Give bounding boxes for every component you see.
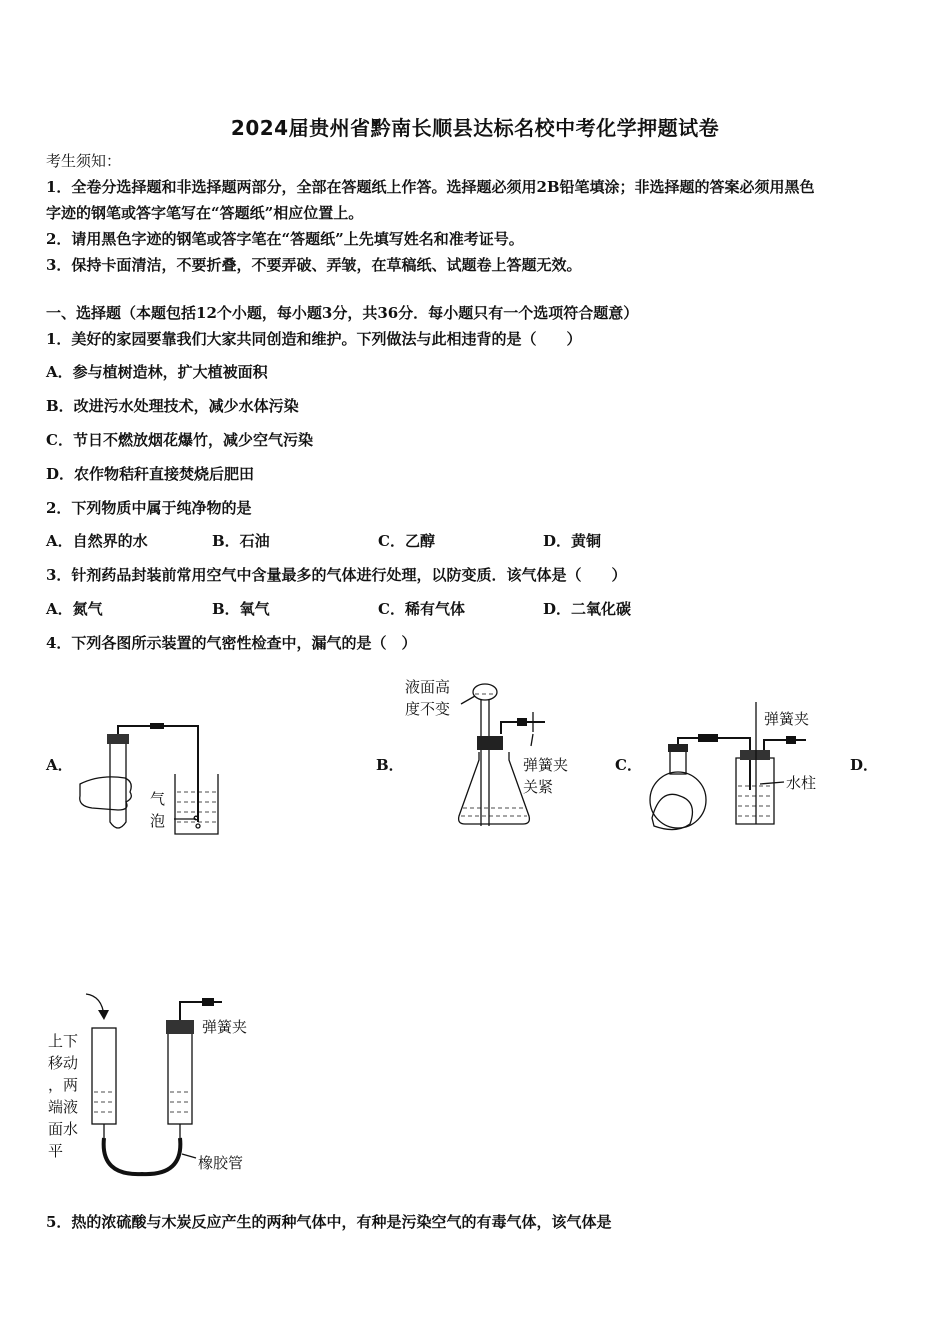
figure-c-label-water-column: 水柱 [786, 774, 817, 792]
q2-option-a: A．自然界的水 [46, 532, 148, 550]
q1-option-d: D．农作物秸秆直接焚烧后肥田 [46, 465, 255, 483]
notice-item-3: 3．保持卡面清洁，不要折叠，不要弄破、弄皱，在草稿纸、试题卷上答题无效。 [46, 256, 582, 274]
q4-option-a: A． [46, 756, 73, 774]
q2-option-d: D．黄铜 [543, 532, 602, 550]
figure-d-note-6: 平 [48, 1142, 64, 1160]
figure-d-label-hose: 橡胶管 [198, 1154, 244, 1172]
figure-b-label-clip-2: 关紧 [523, 778, 554, 796]
q5-stem: 5．热的浓硫酸与木炭反应产生的两种气体中，有种是污染空气的有毒气体，该气体是 [46, 1213, 612, 1231]
figure-a-label-bubble-1: 气 [150, 790, 166, 808]
q4-option-d: D． [850, 756, 879, 774]
figure-a-label-bubble-2: 泡 [150, 812, 166, 830]
figure-d-note-1: 上下 [48, 1032, 79, 1050]
q1-option-c: C．节日不燃放烟花爆竹，减少空气污染 [46, 431, 313, 449]
page-title: 2024届贵州省黔南长顺县达标名校中考化学押题试卷 [230, 116, 720, 140]
q4-stem: 4．下列各图所示装置的气密性检查中，漏气的是（ ） [46, 634, 417, 652]
q4-option-b: B． [376, 756, 404, 774]
figure-d-apparatus [46, 988, 266, 1180]
figure-b-label-level-2: 度不变 [405, 700, 451, 718]
q3-option-c: C．稀有气体 [378, 600, 465, 618]
section-heading: 一、选择题（本题包括12个小题，每小题3分，共36分．每小题只有一个选项符合题意） [46, 304, 639, 322]
figure-c-apparatus [640, 700, 830, 834]
figure-d-note-3: ，两 [48, 1076, 79, 1094]
q3-option-a: A．氮气 [46, 600, 103, 618]
q2-stem: 2．下列物质中属于纯净物的是 [46, 499, 252, 517]
notice-heading: 考生须知： [46, 152, 122, 170]
figure-c-label-clip: 弹簧夹 [764, 710, 810, 728]
q3-option-d: D．二氧化碳 [543, 600, 632, 618]
figure-b-label-clip-1: 弹簧夹 [523, 756, 569, 774]
figure-b-apparatus [405, 676, 585, 832]
figure-a-apparatus [70, 722, 240, 840]
q3-option-b: B．氧气 [212, 600, 270, 618]
figure-b-label-level-1: 液面高 [405, 678, 451, 696]
q1-option-a: A．参与植树造林，扩大植被面积 [46, 363, 268, 381]
q2-option-c: C．乙醇 [378, 532, 435, 550]
figure-d-note-2: 移动 [48, 1054, 79, 1072]
notice-item-1-line-1: 1．全卷分选择题和非选择题两部分，全部在答题纸上作答。选择题必须用2B铅笔填涂；非选择题的答案必须用黑色 [46, 178, 815, 196]
q1-option-b: B．改进污水处理技术，减少水体污染 [46, 397, 299, 415]
figure-d-label-clip: 弹簧夹 [202, 1018, 248, 1036]
q1-stem: 1．美好的家园要靠我们大家共同创造和维护。下列做法与此相违背的是（ ） [46, 330, 582, 348]
q3-stem: 3．针剂药品封装前常用空气中含量最多的气体进行处理，以防变质．该气体是（ ） [46, 566, 627, 584]
notice-item-1-line-2: 字迹的钢笔或答字笔写在“答题纸”相应位置上。 [46, 204, 364, 222]
q4-option-c: C． [615, 756, 642, 774]
q2-option-b: B．石油 [212, 532, 270, 550]
notice-item-2: 2．请用黑色字迹的钢笔或答字笔在“答题纸”上先填写姓名和准考证号。 [46, 230, 524, 248]
figure-d-note-4: 端液 [48, 1098, 79, 1116]
figure-d-note-5: 面水 [48, 1120, 79, 1138]
